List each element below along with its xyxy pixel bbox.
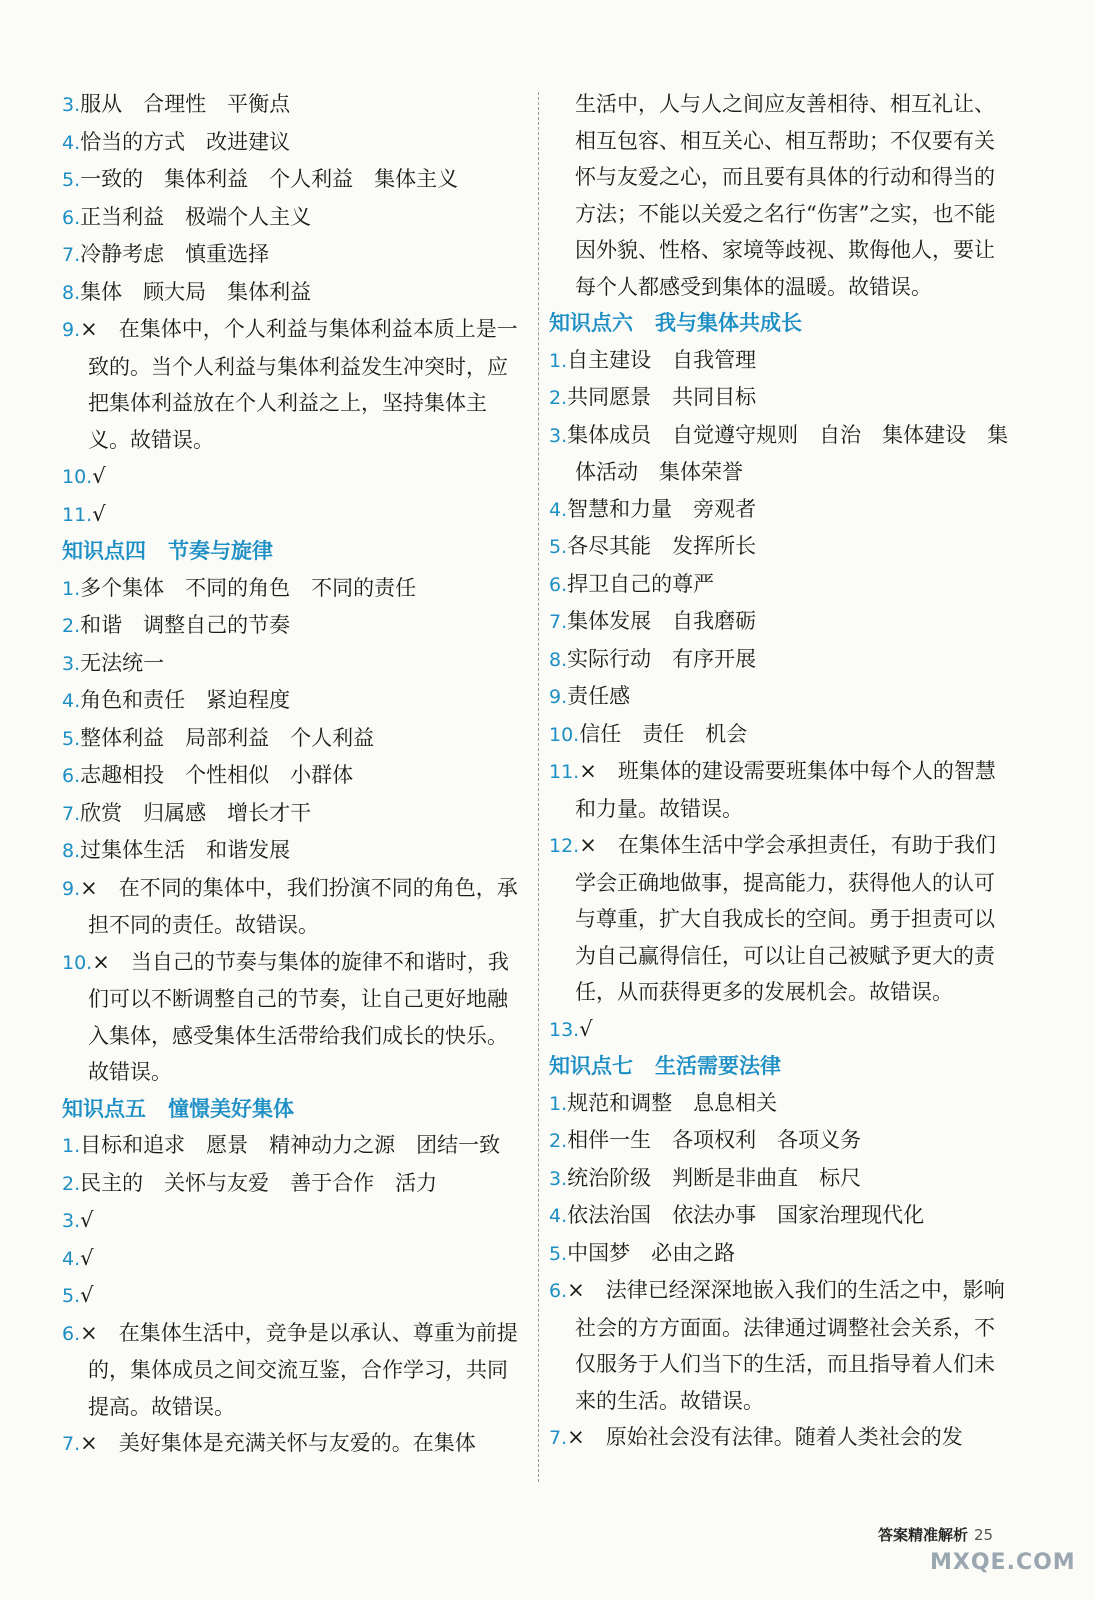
answer-item <box>549 1085 1011 1123</box>
item-text: × 班集体的建设需要班集体中每个人的智慧和力量。故错误。 <box>575 759 996 821</box>
item-number: 4. <box>62 1247 81 1270</box>
answer-item <box>62 161 524 199</box>
item-number: 4. <box>549 498 568 521</box>
item-text: × 当自己的节奏与集体的旋律不和谐时，我们可以不断调整自己的节奏，让自己更好地融入集体，感受集体生活带给我们成长的快乐。故错误。 <box>88 949 509 1084</box>
answer-item <box>62 199 524 237</box>
item-text: 无法统一 <box>80 650 165 675</box>
item-number: 1. <box>62 577 81 600</box>
footer-label: 答案精准解析 <box>878 1526 969 1544</box>
item-text: 恰当的方式 改进建议 <box>80 129 291 154</box>
answer-item <box>62 870 524 944</box>
item-number: 1. <box>549 349 568 372</box>
answer-item <box>549 641 1011 679</box>
item-number: 9. <box>62 319 81 341</box>
answer-item <box>62 1425 524 1463</box>
item-number: 3. <box>62 1210 81 1232</box>
item-number: 11. <box>549 761 580 783</box>
answer-item <box>549 1272 1011 1419</box>
answer-item <box>62 311 524 458</box>
item-text: 集体发展 自我磨砺 <box>567 609 757 633</box>
item-number: 1. <box>549 1092 568 1115</box>
item-text: × 在集体生活中学会承担责任，有助于我们学会正确地做事，提高能力，获得他人的认可与尊重，扩大自我成长的空间。勇于担责可以为自己赢得信任，可以让自己被赋予更大的责任，从而获得更多的发展机会。故错误。 <box>575 833 996 1004</box>
item-text: × 在不同的集体中，我们扮演不同的角色，承担不同的责任。故错误。 <box>80 875 518 937</box>
item-number: 12. <box>549 835 580 857</box>
answer-item <box>549 1122 1011 1160</box>
answer-item <box>62 236 524 274</box>
item-text: 冷静考虑 慎重选择 <box>80 242 270 266</box>
answer-list <box>62 1127 524 1463</box>
item-text: 集体成员 自觉遵守规则 自治 集体建设 集体活动 集体荣誉 <box>567 422 1009 484</box>
item-number: 7. <box>62 244 81 266</box>
item-number: 4. <box>62 131 81 154</box>
item-text: 相伴一生 各项权利 各项义务 <box>567 1128 862 1152</box>
item-text: 民主的 关怀与友爱 善于合作 活力 <box>80 1170 438 1195</box>
item-number: 6. <box>549 1280 568 1302</box>
item-text: × 法律已经深深地嵌入我们的生活之中，影响社会的方方面面。法律通过调整社会关系，不仅服务于人们当下的生活，而且指导着人们未来的生活。故错误。 <box>567 1278 1005 1413</box>
answer-item <box>62 682 524 720</box>
item-text: 信任 责任 机会 <box>579 721 748 746</box>
item-number: 6. <box>62 1322 81 1345</box>
answer-item <box>62 1315 524 1426</box>
section-heading-6: 知识点六 我与集体共成长 <box>549 311 802 335</box>
answer-item <box>549 1160 1011 1198</box>
item-text: 过集体生活 和谐发展 <box>80 838 291 862</box>
item-text: 志趣相投 个性相似 小群体 <box>80 763 354 787</box>
item-text: 目标和追求 愿景 精神动力之源 团结一致 <box>80 1133 501 1157</box>
item-number: 7. <box>549 611 568 633</box>
item-text: × 在集体生活中，竞争是以承认、尊重为前提的，集体成员之间交流互鉴，合作学习，共同提高。故错误。 <box>80 1320 518 1419</box>
answer-item <box>62 1202 524 1240</box>
item-text: 各尽其能 发挥所长 <box>567 534 757 558</box>
item-text: √ <box>92 501 106 526</box>
answer-item <box>549 566 1011 604</box>
item-number: 6. <box>62 206 81 229</box>
answer-item <box>62 124 524 162</box>
item-number: 8. <box>62 281 81 304</box>
continued-answer: 生活中，人与人之间应友善相待、相互礼让、相互包容、相互关心、相互帮助；不仅要有关怀与友爱之心，而且要有具体的行动和得当的方法；不能以关爱之名行“伤害”之实，也不能因外貌、性格、家境等歧视、欺侮他人，要让每个人都感受到集体的温暖。故错误。 <box>575 92 996 299</box>
item-number: 5. <box>62 727 81 750</box>
item-text: 依法治国 依法办事 国家治理现代化 <box>567 1203 925 1227</box>
item-text: √ <box>92 464 106 488</box>
page-footer <box>878 1524 993 1545</box>
answer-item <box>549 1197 1011 1235</box>
item-number: 6. <box>62 765 81 787</box>
item-number: 3. <box>549 424 568 447</box>
item-number: 4. <box>549 1205 568 1227</box>
item-text: √ <box>579 1016 593 1041</box>
item-text: √ <box>80 1283 94 1307</box>
section-heading-7: 知识点七 生活需要法律 <box>549 1054 781 1078</box>
item-text: 统治阶级 判断是非曲直 标尺 <box>567 1165 862 1190</box>
left-column <box>62 86 524 1463</box>
item-text: × 原始社会没有法律。随着人类社会的发 <box>567 1425 963 1449</box>
item-text: 整体利益 局部利益 个人利益 <box>80 725 375 750</box>
item-text: 责任感 <box>567 684 631 708</box>
answer-item <box>62 1165 524 1203</box>
item-number: 5. <box>62 169 81 191</box>
answer-item <box>62 720 524 758</box>
item-text: 多个集体 不同的角色 不同的责任 <box>80 575 417 600</box>
answer-item <box>549 1419 1011 1457</box>
answer-item <box>62 1127 524 1165</box>
item-text: 角色和责任 紧迫程度 <box>80 688 291 712</box>
item-text: 和谐 调整自己的节奏 <box>80 613 291 637</box>
item-text: 集体 顾大局 集体利益 <box>80 279 312 304</box>
answer-item <box>549 716 1011 754</box>
item-text: 共同愿景 共同目标 <box>567 385 757 409</box>
item-number: 11. <box>62 503 93 526</box>
item-text: 自主建设 自我管理 <box>567 347 757 372</box>
answer-list <box>62 86 524 533</box>
answer-item <box>549 603 1011 641</box>
item-text: √ <box>80 1208 94 1232</box>
item-number: 9. <box>549 686 568 708</box>
item-number: 10. <box>62 466 93 488</box>
item-number: 10. <box>62 951 93 974</box>
answer-item <box>549 528 1011 566</box>
item-text: 规范和调整 息息相关 <box>567 1090 778 1115</box>
answer-item <box>62 645 524 683</box>
item-number: 3. <box>549 1167 568 1190</box>
answer-item <box>549 678 1011 716</box>
item-number: 3. <box>62 652 81 675</box>
item-number: 3. <box>62 94 81 116</box>
item-number: 8. <box>62 840 81 862</box>
answer-item <box>549 1235 1011 1273</box>
answer-item <box>62 757 524 795</box>
section-heading-5: 知识点五 憧憬美好集体 <box>62 1096 294 1121</box>
item-number: 5. <box>549 536 568 558</box>
answer-item <box>549 827 1011 1011</box>
answer-item <box>62 1277 524 1315</box>
item-number: 7. <box>62 802 81 825</box>
answer-item <box>62 607 524 645</box>
answer-item <box>62 570 524 608</box>
answer-item <box>62 496 524 534</box>
item-text: √ <box>80 1245 94 1270</box>
item-text: 服从 合理性 平衡点 <box>80 92 291 116</box>
item-number: 6. <box>549 573 568 596</box>
item-text: 捍卫自己的尊严 <box>567 571 715 596</box>
answer-item <box>62 944 524 1091</box>
answer-item <box>62 1240 524 1278</box>
item-text: 一致的 集体利益 个人利益 集体主义 <box>80 167 459 191</box>
item-number: 13. <box>549 1018 580 1041</box>
answer-item <box>549 1011 1011 1049</box>
item-number: 1. <box>62 1135 81 1157</box>
item-text: 欣赏 归属感 增长才干 <box>80 800 312 825</box>
answer-item <box>549 417 1011 491</box>
answer-item <box>62 458 524 496</box>
item-number: 7. <box>62 1433 81 1455</box>
answer-list <box>62 570 524 1091</box>
item-number: 5. <box>62 1285 81 1307</box>
item-number: 2. <box>62 615 81 637</box>
item-number: 7. <box>549 1427 568 1449</box>
answer-item <box>62 86 524 124</box>
page-number: 25 <box>974 1526 994 1544</box>
item-number: 10. <box>549 723 580 746</box>
item-text: 正当利益 极端个人主义 <box>80 204 312 229</box>
answer-item <box>62 832 524 870</box>
section-heading-4: 知识点四 节奏与旋律 <box>62 539 273 563</box>
item-number: 5. <box>549 1242 568 1265</box>
answer-item <box>62 274 524 312</box>
item-text: 智慧和力量 旁观者 <box>567 496 757 521</box>
answer-item <box>62 795 524 833</box>
item-text: × 美好集体是充满关怀与友爱的。在集体 <box>80 1431 476 1455</box>
column-divider <box>538 92 539 1482</box>
item-number: 2. <box>62 1172 81 1195</box>
item-text: 实际行动 有序开展 <box>567 646 757 671</box>
answer-list <box>549 342 1011 1049</box>
answer-item <box>549 379 1011 417</box>
item-text: 中国梦 必由之路 <box>567 1240 736 1265</box>
item-number: 9. <box>62 877 81 900</box>
watermark: MXQE.COM <box>930 1550 1076 1575</box>
answer-item <box>549 753 1011 827</box>
item-number: 2. <box>549 1130 568 1152</box>
item-number: 4. <box>62 690 81 712</box>
item-number: 2. <box>549 387 568 409</box>
right-column <box>549 86 1011 1457</box>
item-text: × 在集体中，个人利益与集体利益本质上是一致的。当个人利益与集体利益发生冲突时，应把集体利益放在个人利益之上，坚持集体主义。故错误。 <box>80 317 518 452</box>
item-number: 8. <box>549 648 568 671</box>
answer-item <box>549 342 1011 380</box>
answer-list <box>549 1085 1011 1457</box>
answer-item <box>549 491 1011 529</box>
